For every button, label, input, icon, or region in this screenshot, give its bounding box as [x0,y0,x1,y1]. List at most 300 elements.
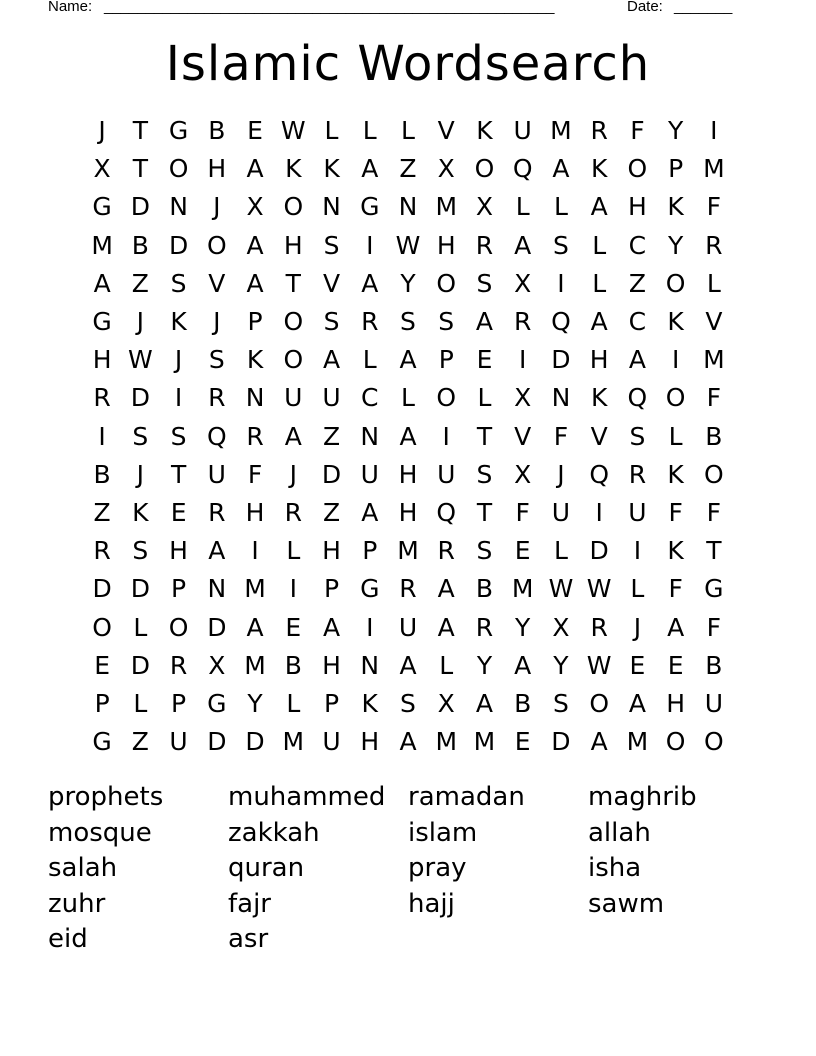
grid-letter[interactable]: A [590,727,608,757]
grid-letter[interactable]: I [557,268,565,298]
grid-letter[interactable]: T [476,497,493,527]
grid-letter[interactable]: B [208,116,226,146]
grid-letter[interactable]: C [628,307,647,337]
grid-letter[interactable]: Q [436,497,457,527]
grid-letter[interactable]: N [169,192,188,222]
grid-letter[interactable]: U [628,497,647,527]
word-list-item: isha [588,853,642,883]
grid-letter[interactable]: Y [476,650,493,680]
grid-letter[interactable]: X [475,192,494,222]
grid-letter[interactable]: E [285,612,302,642]
grid-letter[interactable]: S [323,230,340,260]
grid-letter[interactable]: M [435,727,458,757]
grid-letter[interactable]: K [132,497,149,527]
grid-letter[interactable]: K [667,536,684,566]
grid-letter[interactable]: J [289,459,297,489]
grid-row [83,723,733,761]
grid-letter[interactable]: U [513,116,532,146]
grid-letter[interactable]: P [323,688,340,718]
grid-letter[interactable]: U [322,727,341,757]
grid-letter[interactable]: O [704,727,724,757]
grid-letter[interactable]: X [246,192,264,222]
grid-letter[interactable]: D [589,536,609,566]
grid-letter[interactable]: L [515,192,530,222]
grid-letter[interactable]: M [703,345,725,375]
grid-letter[interactable]: A [284,421,302,451]
grid-letter[interactable]: O [627,154,648,184]
grid-letter[interactable]: A [246,268,264,298]
grid-letter[interactable]: E [247,116,263,146]
grid-letter[interactable]: S [323,307,340,337]
grid-letter[interactable]: O [168,612,189,642]
grid-letter[interactable]: L [362,116,377,146]
grid-letter[interactable]: Z [93,497,111,527]
grid-letter[interactable]: K [667,192,684,222]
grid-letter[interactable]: A [322,345,341,375]
date-blank-line[interactable]: _______ [674,0,733,15]
name-label: Name: [48,0,93,15]
grid-letter[interactable]: J [136,459,145,489]
grid-letter[interactable]: S [170,268,187,298]
grid-letter[interactable]: F [515,497,530,527]
grid-letter[interactable]: D [207,727,227,757]
grid-letter[interactable]: A [628,345,646,375]
grid-letter[interactable]: J [557,459,565,489]
grid-letter[interactable]: L [630,574,645,604]
grid-letter[interactable]: L [706,268,721,298]
grid-letter[interactable]: U [169,727,188,757]
grid-letter[interactable]: R [169,650,188,680]
grid-letter[interactable]: N [398,192,418,222]
grid-letter[interactable]: H [92,345,112,375]
grid-letter[interactable]: A [590,192,608,222]
grid-letter[interactable]: R [208,383,226,413]
grid-letter[interactable]: A [399,650,417,680]
grid-letter[interactable]: D [321,459,342,489]
grid-letter[interactable]: H [398,459,418,489]
grid-letter[interactable]: K [170,307,187,337]
grid-letter[interactable]: T [476,421,493,451]
grid-letter[interactable]: L [553,536,568,566]
grid-letter[interactable]: E [514,536,531,566]
grid-letter[interactable]: L [401,383,415,413]
grid-letter[interactable]: R [93,383,111,413]
grid-letter[interactable]: A [361,497,379,527]
grid-letter[interactable]: P [171,688,187,718]
grid-letter[interactable]: M [435,192,458,222]
grid-letter[interactable]: S [132,421,149,451]
grid-letter[interactable]: T [132,116,148,146]
grid-letter[interactable]: J [213,307,221,337]
grid-letter[interactable]: H [360,727,380,757]
name-blank-line[interactable]: ______________________________________________________ [104,0,555,15]
grid-letter[interactable]: P [323,574,340,604]
grid-row [83,494,733,532]
grid-letter[interactable]: V [705,307,723,337]
grid-letter[interactable]: F [706,612,722,642]
grid-letter[interactable]: U [551,497,571,527]
grid-letter[interactable]: Z [399,154,417,184]
grid-letter[interactable]: Y [515,612,531,642]
grid-letter[interactable]: Y [247,688,263,718]
grid-letter[interactable]: L [401,116,415,146]
grid-letter[interactable]: Q [206,421,227,451]
grid-letter[interactable]: M [703,154,725,184]
grid-letter[interactable]: E [629,650,646,680]
grid-letter[interactable]: S [208,345,225,375]
grid-letter[interactable]: B [475,574,494,604]
grid-letter[interactable]: R [208,497,226,527]
grid-letter[interactable]: X [552,612,570,642]
grid-letter[interactable]: P [247,307,263,337]
grid-letter[interactable]: V [437,116,455,146]
grid-letter[interactable]: S [552,688,569,718]
grid-letter[interactable]: C [628,230,647,260]
grid-letter[interactable]: W [395,230,421,260]
grid-letter[interactable]: T [706,536,722,566]
grid-letter[interactable]: E [94,650,111,680]
grid-letter[interactable]: R [628,459,647,489]
grid-letter[interactable]: X [514,459,532,489]
grid-letter[interactable]: H [283,230,303,260]
grid-letter[interactable]: H [666,688,686,718]
grid-letter[interactable]: F [630,116,645,146]
grid-letter[interactable]: A [246,154,264,184]
grid-letter[interactable]: O [436,268,457,298]
grid-letter[interactable]: A [93,268,111,298]
grid-letter[interactable]: F [668,574,683,604]
grid-letter[interactable]: Z [322,497,341,527]
grid-letter[interactable]: L [592,230,607,260]
grid-letter[interactable]: L [668,421,683,451]
grid-letter[interactable]: R [437,536,455,566]
grid-letter[interactable]: S [400,307,416,337]
grid-letter[interactable]: P [438,345,454,375]
grid-letter[interactable]: A [361,268,379,298]
grid-letter[interactable]: F [668,497,683,527]
grid-letter[interactable]: O [283,345,304,375]
grid-letter[interactable]: M [473,727,496,757]
word-list-item: zakkah [228,817,320,848]
grid-letter[interactable]: U [704,688,724,718]
grid-letter[interactable]: I [98,421,106,451]
grid-letter[interactable]: E [514,727,531,757]
grid-letter[interactable]: W [586,650,612,680]
grid-letter[interactable]: Y [667,230,684,260]
grid-letter[interactable]: A [399,727,417,757]
grid-letter[interactable]: Z [131,727,149,757]
grid-letter[interactable]: N [551,383,571,413]
grid-letter[interactable]: S [132,536,149,566]
grid-letter[interactable]: A [208,536,226,566]
grid-letter[interactable]: G [360,192,380,222]
grid-letter[interactable]: A [590,307,608,337]
grid-letter[interactable]: I [442,421,450,451]
grid-letter[interactable]: S [400,688,416,718]
grid-letter[interactable]: M [626,727,649,757]
grid-letter[interactable]: O [206,230,227,260]
grid-letter[interactable]: K [361,688,378,718]
grid-letter[interactable]: B [705,650,723,680]
grid-letter[interactable]: A [322,612,341,642]
grid-letter[interactable]: A [246,230,264,260]
grid-letter[interactable]: K [476,116,493,146]
grid-letter[interactable]: T [285,268,301,298]
grid-letter[interactable]: A [475,307,494,337]
grid-letter[interactable]: L [362,345,377,375]
grid-letter[interactable]: O [665,383,686,413]
grid-letter[interactable]: L [477,383,492,413]
grid-letter[interactable]: F [706,497,722,527]
grid-letter[interactable]: N [322,192,341,222]
grid-letter[interactable]: K [590,154,608,184]
grid-row [83,608,733,646]
grid-letter[interactable]: I [366,230,374,260]
grid-letter[interactable]: Y [400,268,416,298]
grid-letter[interactable]: K [246,345,264,375]
grid-letter[interactable]: A [514,650,532,680]
grid-row [83,570,733,608]
grid-letter[interactable]: D [207,612,227,642]
grid-letter[interactable]: O [436,383,457,413]
grid-letter[interactable]: U [322,383,341,413]
grid-letter[interactable]: R [475,612,494,642]
grid-letter[interactable]: V [208,268,226,298]
grid-letter[interactable]: S [629,421,646,451]
grid-letter[interactable]: S [476,459,493,489]
grid-letter[interactable]: K [667,307,684,337]
grid-letter[interactable]: D [130,383,150,413]
grid-letter[interactable]: B [131,230,149,260]
grid-letter[interactable]: A [552,154,570,184]
grid-letter[interactable]: I [519,345,527,375]
grid-letter[interactable]: X [437,154,455,184]
grid-letter[interactable]: L [133,612,148,642]
grid-letter[interactable]: M [244,574,266,604]
grid-letter[interactable]: L [592,268,607,298]
grid-letter[interactable]: G [360,574,380,604]
grid-letter[interactable]: Q [627,383,648,413]
grid-letter[interactable]: O [474,154,495,184]
grid-letter[interactable]: B [93,459,111,489]
grid-letter[interactable]: S [476,536,493,566]
grid-letter[interactable]: N [207,574,227,604]
grid-letter[interactable]: O [283,192,304,222]
grid-letter[interactable]: P [171,574,187,604]
grid-letter[interactable]: U [284,383,303,413]
grid-letter[interactable]: R [705,230,723,260]
grid-letter[interactable]: J [136,307,145,337]
grid-letter[interactable]: A [246,612,264,642]
grid-letter[interactable]: T [132,154,148,184]
grid-letter[interactable]: Q [512,154,533,184]
grid-letter[interactable]: W [586,574,612,604]
grid-letter[interactable]: H [589,345,609,375]
grid-letter[interactable]: L [133,688,148,718]
grid-letter[interactable]: D [245,727,265,757]
grid-letter[interactable]: R [590,612,608,642]
grid-letter[interactable]: R [475,230,494,260]
grid-letter[interactable]: R [246,421,264,451]
grid-letter[interactable]: O [283,307,304,337]
grid-letter[interactable]: Z [322,421,341,451]
grid-letter[interactable]: V [514,421,532,451]
grid-letter[interactable]: M [282,727,305,757]
grid-letter[interactable]: X [93,154,111,184]
grid-letter[interactable]: R [284,497,302,527]
grid-letter[interactable]: H [436,230,456,260]
grid-letter[interactable]: D [92,574,112,604]
grid-letter[interactable]: O [168,154,189,184]
grid-letter[interactable]: M [91,230,113,260]
grid-letter[interactable]: A [475,688,494,718]
grid-letter[interactable]: L [286,688,301,718]
grid-letter[interactable]: A [399,345,417,375]
grid-letter[interactable]: D [551,727,571,757]
grid-letter[interactable]: Z [628,268,646,298]
grid-letter[interactable]: M [244,650,266,680]
grid-letter[interactable]: M [511,574,534,604]
grid-letter[interactable]: S [170,421,187,451]
grid-letter[interactable]: H [207,154,227,184]
grid-letter[interactable]: F [247,459,263,489]
grid-letter[interactable]: P [668,154,684,184]
grid-letter[interactable]: O [665,727,686,757]
grid-letter[interactable]: D [130,574,150,604]
grid-letter[interactable]: W [127,345,153,375]
grid-letter[interactable]: Z [131,268,149,298]
grid-letter[interactable]: I [366,612,374,642]
grid-letter[interactable]: I [595,497,603,527]
grid-letter[interactable]: X [437,688,455,718]
grid-letter[interactable]: O [92,612,112,642]
grid-letter[interactable]: G [704,574,724,604]
grid-letter[interactable]: X [514,383,532,413]
grid-letter[interactable]: B [284,650,302,680]
grid-letter[interactable]: D [130,650,150,680]
grid-letter[interactable]: A [361,154,379,184]
grid-letter[interactable]: S [476,268,493,298]
grid-letter[interactable]: R [399,574,417,604]
grid-letter[interactable]: R [514,307,532,337]
grid-letter[interactable]: R [361,307,379,337]
grid-letter[interactable]: F [553,421,569,451]
grid-letter[interactable]: S [552,230,569,260]
grid-letter[interactable]: D [551,345,571,375]
grid-letter[interactable]: K [323,154,340,184]
grid-letter[interactable]: H [398,497,418,527]
grid-letter[interactable]: X [514,268,532,298]
grid-letter[interactable]: U [207,459,226,489]
grid-letter[interactable]: H [322,650,341,680]
grid-letter[interactable]: I [251,536,259,566]
grid-letter[interactable]: R [590,116,608,146]
grid-letter[interactable]: M [550,116,572,146]
grid-letter[interactable]: W [280,116,306,146]
grid-letter[interactable]: V [322,268,341,298]
grid-letter[interactable]: Y [667,116,684,146]
grid-letter[interactable]: U [360,459,379,489]
grid-letter[interactable]: A [628,688,646,718]
grid-letter[interactable]: H [245,497,265,527]
grid-letter[interactable]: T [170,459,187,489]
grid-letter[interactable]: G [207,688,227,718]
grid-letter[interactable]: L [553,192,568,222]
grid-letter[interactable]: X [208,650,226,680]
grid-letter[interactable]: L [286,536,301,566]
grid-letter[interactable]: G [92,192,112,222]
grid-letter[interactable]: O [665,268,686,298]
grid-letter[interactable]: A [514,230,532,260]
grid-letter[interactable]: J [98,116,106,146]
grid-letter[interactable]: G [168,116,189,146]
grid-letter[interactable]: L [324,116,339,146]
grid-letter[interactable]: C [361,383,379,413]
grid-letter[interactable]: O [704,459,724,489]
grid-letter[interactable]: B [705,421,723,451]
grid-letter[interactable]: V [590,421,608,451]
grid-letter[interactable]: J [174,345,183,375]
grid-letter[interactable]: W [548,574,574,604]
grid-letter[interactable]: E [476,345,493,375]
grid-letter[interactable]: A [437,574,455,604]
grid-letter[interactable]: K [667,459,684,489]
word-list-item: quran [228,853,305,883]
grid-letter[interactable]: R [93,536,111,566]
grid-letter[interactable]: E [667,650,684,680]
grid-letter[interactable]: O [589,688,609,718]
grid-letter[interactable]: F [706,383,722,413]
grid-letter[interactable]: K [285,154,302,184]
grid-letter[interactable]: N [360,650,380,680]
grid-letter[interactable]: H [627,192,647,222]
grid-letter[interactable]: H [169,536,188,566]
grid-letter[interactable]: I [289,574,297,604]
grid-letter[interactable]: U [398,612,418,642]
grid-letter[interactable]: N [360,421,380,451]
grid-letter[interactable]: P [94,688,110,718]
grid-letter[interactable]: G [92,727,112,757]
grid-letter[interactable]: I [633,536,642,566]
grid-letter[interactable]: B [514,688,532,718]
grid-letter[interactable]: G [92,307,112,337]
grid-letter[interactable]: U [437,459,456,489]
grid-letter[interactable]: I [671,345,680,375]
grid-letter[interactable]: L [439,650,454,680]
grid-letter[interactable]: E [170,497,187,527]
grid-letter[interactable]: I [710,116,718,146]
grid-letter[interactable]: S [438,307,455,337]
grid-letter[interactable]: D [130,192,150,222]
grid-letter[interactable]: J [633,612,642,642]
grid-letter[interactable]: A [399,421,417,451]
grid-letter[interactable]: H [322,536,341,566]
grid-letter[interactable]: M [397,536,419,566]
grid-letter[interactable]: K [590,383,608,413]
grid-letter[interactable]: N [245,383,265,413]
grid-letter[interactable]: J [213,192,221,222]
grid-letter[interactable]: I [174,383,183,413]
word-list-item: muhammed [228,782,386,812]
grid-letter[interactable]: Q [551,307,571,337]
grid-letter[interactable]: P [362,536,378,566]
grid-letter[interactable]: A [667,612,685,642]
grid-letter[interactable]: F [706,192,722,222]
grid-letter[interactable]: Y [553,650,569,680]
grid-letter[interactable]: Q [589,459,609,489]
grid-letter[interactable]: D [168,230,189,260]
grid-letter[interactable]: A [437,612,455,642]
